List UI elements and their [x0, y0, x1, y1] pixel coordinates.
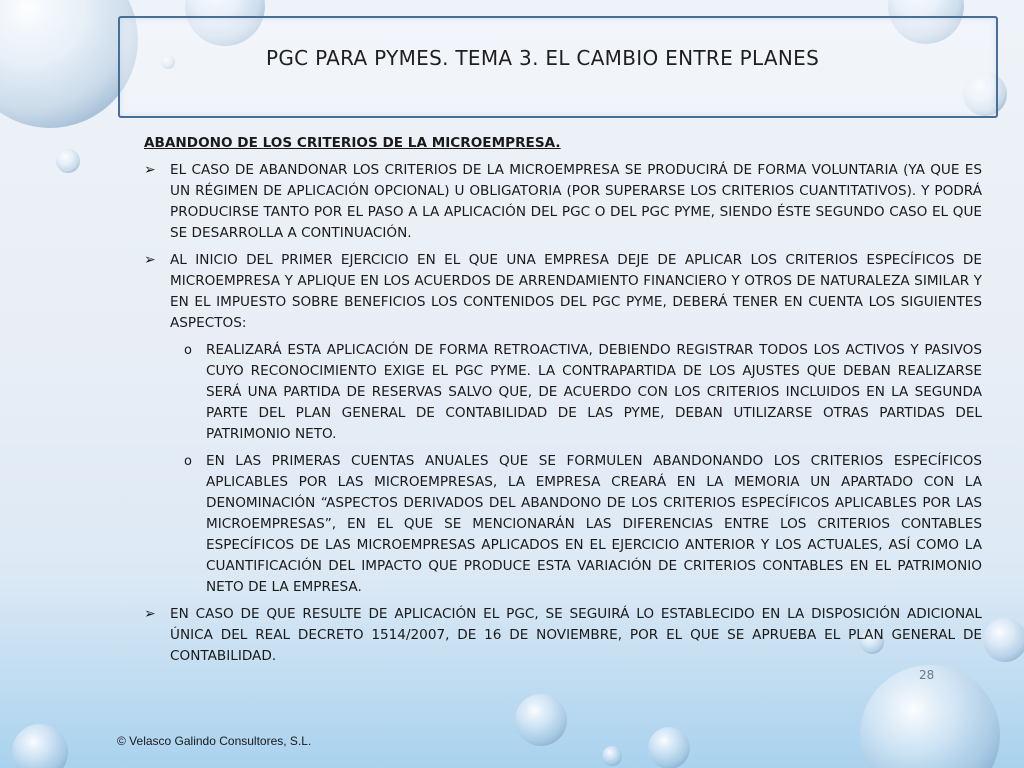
sub-bullet-text: EN LAS PRIMERAS CUENTAS ANUALES QUE SE FORMULEN ABANDONANDO LOS CRITERIOS ESPECÍFICOS APLICABLES POR LAS MICROEMPRESAS, LA EMPRESA CREARÁ EN LA MEMORIA UN APARTADO CON LA DENOMINACIÓN “ASPECTOS DERIVADOS DEL ABANDONO DE LOS CRITERIOS ESPECÍFICOS APLICABLES POR LAS MICROEMPRESAS”, EN EL QUE SE MENCIONARÁN LAS DIFERENCIAS ENTRE LOS CRITERIOS CONTABLES ESPECÍFICOS DE LAS MICROEMPRESAS APLICADOS EN EL EJERCICIO ANTERIOR Y LOS ACTUALES, ASÍ COMO LA CUANTIFICACIÓN DEL IMPACTO QUE PRODUCE ESTA VARIACIÓN DE CRITERIOS CONTABLES EN EL PATRIMONIO NETO DE LA EMPRESA.	[206, 453, 982, 595]
title-box	[118, 16, 998, 118]
sub-bullet-item	[144, 451, 982, 598]
bullet-text: EL CASO DE ABANDONAR LOS CRITERIOS DE LA MICROEMPRESA SE PRODUCIRÁ DE FORMA VOLUNTARIA (YA QUE ES UN RÉGIMEN DE APLICACIÓN OPCIONAL) U OBLIGATORIA (POR SUPERARSE LOS CRITERIOS CUANTITATIVOS). Y PODRÁ PRODUCIRSE TANTO POR EL PASO A LA APLICACIÓN DEL PGC O DEL PGC PYME, SIENDO ÉSTE SEGUNDO CASO EL QUE SE DESARROLLA A CONTINUACIÓN.	[170, 162, 982, 241]
bullet-text: EN CASO DE QUE RESULTE DE APLICACIÓN EL PGC, SE SEGUIRÁ LO ESTABLECIDO EN LA DISPOSICIÓN ADICIONAL ÚNICA DEL REAL DECRETO 1514/2007, DE 16 DE NOVIEMBRE, POR EL QUE SE APRUEBA EL PLAN GENERAL DE CONTABILIDAD.	[170, 606, 982, 664]
slide-title: PGC PARA PYMES. TEMA 3. EL CAMBIO ENTRE PLANES	[266, 46, 820, 70]
circle-bullet-icon: o	[184, 343, 192, 358]
drop-right-low	[983, 618, 1024, 662]
section-subheading: ABANDONO DE LOS CRITERIOS DE LA MICROEMPRESA.	[144, 135, 561, 151]
circle-bullet-icon: o	[184, 454, 192, 469]
sub-bullet-item	[144, 340, 982, 445]
drop-bottom-center-3	[648, 727, 690, 768]
bullet-item	[144, 250, 982, 334]
bullet-item	[144, 160, 982, 244]
sub-bullet-text: REALIZARÁ ESTA APLICACIÓN DE FORMA RETROACTIVA, DEBIENDO REGISTRAR TODOS LOS ACTIVOS Y PASIVOS CUYO RECONOCIMIENTO EXIGE EL PGC PYME. LA CONTRAPARTIDA DE LOS AJUSTES QUE DEBAN REALIZARSE SERÁ UNA PARTIDA DE RESERVAS SALVO QUE, DE ACUERDO CON LOS CRITERIOS INCLUIDOS EN LA SEGUNDA PARTE DEL PLAN GENERAL DE CONTABILIDAD DE LAS PYME, DEBAN UTILIZARSE OTRAS PARTIDAS DEL PATRIMONIO NETO.	[206, 342, 982, 442]
drop-bottom-center-1	[515, 694, 567, 746]
slide-content	[144, 133, 982, 673]
copyright-footer: © Velasco Galindo Consultores, S.L.	[117, 734, 312, 748]
page-number: 28	[919, 668, 935, 682]
bullet-text: AL INICIO DEL PRIMER EJERCICIO EN EL QUE UNA EMPRESA DEJE DE APLICAR LOS CRITERIOS ESPECÍFICOS DE MICROEMPRESA Y APLIQUE EN LOS ACUERDOS DE ARRENDAMIENTO FINANCIERO Y OTROS DE NATURALEZA SIMILAR Y EN EL IMPUESTO SOBRE BENEFICIOS LOS CONTENIDOS DEL PGC PYME, DEBERÁ TENER EN CUENTA LOS SIGUIENTES ASPECTOS:	[170, 252, 982, 331]
arrow-bullet-icon: ➢	[144, 252, 156, 268]
arrow-bullet-icon: ➢	[144, 162, 156, 178]
drop-left-small	[56, 149, 80, 173]
arrow-bullet-icon: ➢	[144, 606, 156, 622]
bullet-item	[144, 604, 982, 667]
drop-bottom-center-2	[602, 746, 622, 766]
drop-bottom-left	[12, 724, 68, 768]
